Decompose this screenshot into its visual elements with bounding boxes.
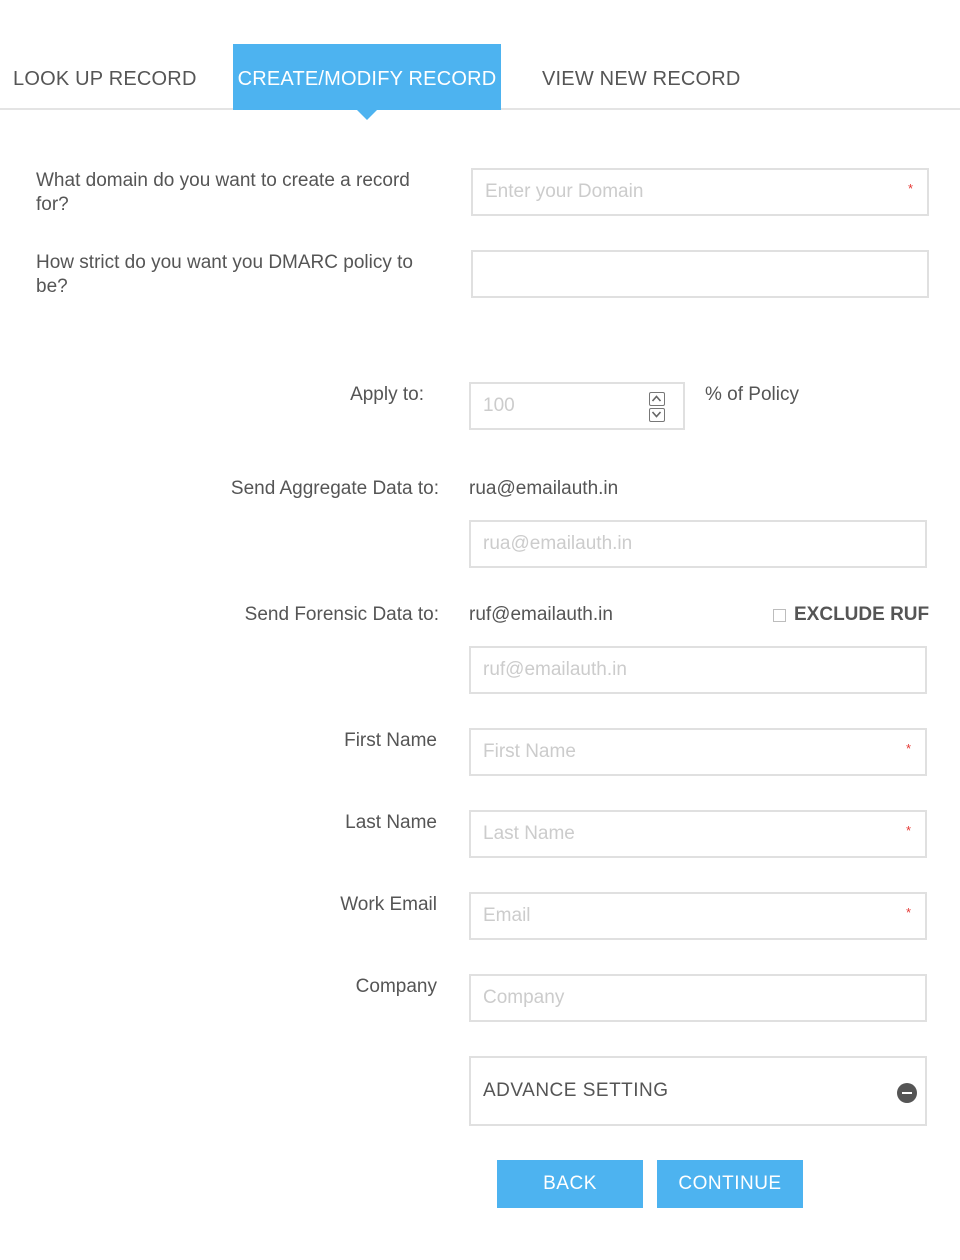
tab-view-new-record[interactable]: VIEW NEW RECORD: [542, 68, 741, 90]
required-indicator: *: [905, 823, 911, 838]
number-spinner[interactable]: [649, 392, 665, 422]
forensic-field-box: [469, 646, 927, 694]
first-name-field-box: [469, 728, 927, 776]
tab-bar: [0, 44, 960, 110]
exclude-ruf-toggle[interactable]: [773, 603, 929, 627]
tab-look-up-record[interactable]: LOOK UP RECORD: [13, 68, 197, 90]
company-label: Company: [355, 976, 437, 997]
domain-question-label: What domain do you want to create a record for?: [36, 170, 410, 215]
policy-input[interactable]: [473, 252, 927, 296]
aggregate-field-box: [469, 520, 927, 568]
collapse-minus-icon[interactable]: [897, 1083, 917, 1103]
aggregate-email-input[interactable]: [471, 522, 925, 566]
company-field-box: [469, 974, 927, 1022]
exclude-ruf-label: EXCLUDE RUF: [794, 604, 930, 625]
forensic-default-address: ruf@emailauth.in: [469, 604, 613, 625]
work-email-field-box: [469, 892, 927, 940]
exclude-ruf-checkbox[interactable]: [773, 609, 786, 622]
domain-input[interactable]: [473, 170, 927, 214]
required-indicator: *: [907, 181, 913, 196]
advance-setting-toggle[interactable]: [469, 1056, 927, 1126]
apply-to-label: Apply to:: [350, 384, 424, 405]
continue-button[interactable]: CONTINUE: [657, 1160, 803, 1208]
work-email-input[interactable]: [471, 894, 925, 938]
aggregate-label: Send Aggregate Data to:: [230, 478, 439, 499]
required-indicator: *: [905, 905, 911, 920]
first-name-input[interactable]: [471, 730, 925, 774]
last-name-label: Last Name: [345, 812, 437, 833]
chevron-up-icon[interactable]: [649, 392, 665, 406]
aggregate-default-address: rua@emailauth.in: [469, 478, 619, 499]
back-button[interactable]: BACK: [497, 1160, 643, 1208]
apply-field-box: [469, 382, 685, 430]
forensic-email-input[interactable]: [471, 648, 925, 692]
last-name-input[interactable]: [471, 812, 925, 856]
work-email-label: Work Email: [340, 894, 437, 915]
forensic-label: Send Forensic Data to:: [244, 604, 439, 625]
policy-select[interactable]: [471, 250, 929, 298]
advance-setting-label: ADVANCE SETTING: [483, 1080, 669, 1101]
last-name-field-box: [469, 810, 927, 858]
tab-create-modify-record[interactable]: CREATE/MODIFY RECORD: [233, 44, 501, 110]
percent-of-policy-label: % of Policy: [705, 384, 799, 405]
company-input[interactable]: [471, 976, 925, 1020]
domain-field-box: [471, 168, 929, 216]
required-indicator: *: [905, 741, 911, 756]
policy-question-label: How strict do you want you DMARC policy to be?: [36, 252, 413, 297]
first-name-label: First Name: [344, 730, 437, 751]
chevron-down-icon[interactable]: [649, 408, 665, 422]
